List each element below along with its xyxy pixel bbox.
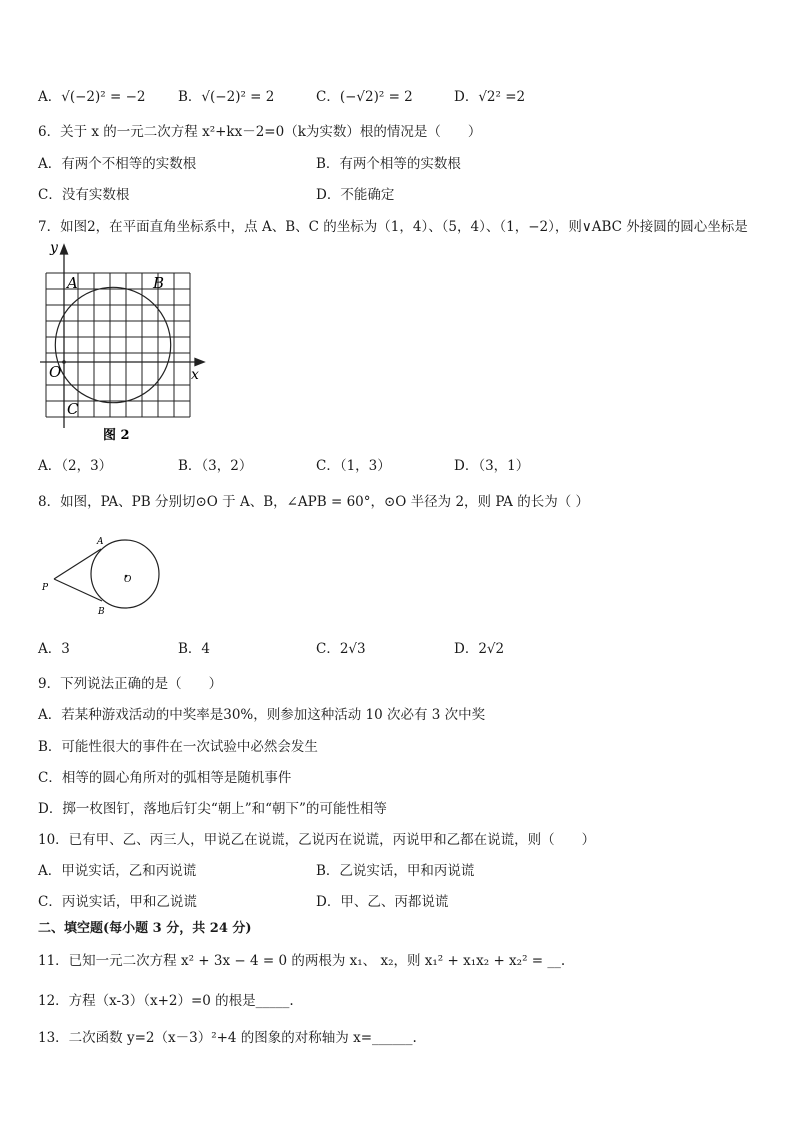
q10-option-c: C．丙说实话，甲和乙说谎 xyxy=(38,894,197,910)
q8-option-d: D．2√2 xyxy=(454,641,505,657)
q10-option-d: D．甲、乙、丙都说谎 xyxy=(316,894,449,910)
q5-option-d: D．√2² =2 xyxy=(454,89,526,105)
q10-option-b: B．乙说实话，甲和丙说谎 xyxy=(316,863,475,879)
q13: 13．二次函数 y=2（x－3）²+4 的图象的对称轴为 x=______. xyxy=(38,1030,417,1046)
q10-stem: 10．已有甲、乙、丙三人，甲说乙在说谎，乙说丙在说谎，丙说甲和乙都在说谎，则（ ） xyxy=(38,832,596,848)
q5-option-b: B．√(−2)² = 2 xyxy=(178,89,275,105)
q5-option-a: A．√(−2)² = −2 xyxy=(38,89,146,105)
point-b-label: B xyxy=(98,607,105,616)
y-axis-label: y xyxy=(50,242,58,256)
q7-option-a: A．（2，3） xyxy=(38,458,113,474)
q9-stem: 9．下列说法正确的是（ ） xyxy=(38,676,223,692)
q12: 12．方程（x-3）（x+2）=0 的根是_____. xyxy=(38,993,294,1009)
tangent-pa xyxy=(54,549,101,579)
q6-stem: 6．关于 x 的一元二次方程 x²+kx－2=0（k为实数）根的情况是（ ） xyxy=(38,124,482,140)
x-axis-arrow xyxy=(195,359,204,366)
q8-figure-tangents xyxy=(40,532,170,616)
q8-option-b: B．4 xyxy=(178,641,211,657)
point-a-label: A xyxy=(97,537,104,547)
q6-option-a: A．有两个不相等的实数根 xyxy=(38,156,197,172)
y-axis-arrow xyxy=(61,245,68,254)
q7-option-b: B．（3，2） xyxy=(178,458,253,474)
circle-o xyxy=(91,540,159,608)
q6-option-b: B．有两个相等的实数根 xyxy=(316,156,461,172)
q9-option-d: D．掷一枚图钉，落地后钉尖“朝上”和“朝下”的可能性相等 xyxy=(38,801,387,817)
figure-caption: 图 2 xyxy=(103,428,130,443)
q8-stem: 8．如图，PA、PB 分别切⊙O 于 A、B，∠APB = 60°，⊙O 半径为 2，则 PA 的长为（ ） xyxy=(38,494,590,510)
q7-option-d: D．（3，1） xyxy=(454,458,530,474)
origin-dot xyxy=(62,360,66,364)
section-heading-fill-in: 二、填空题(每小题 3 分，共 24 分) xyxy=(38,921,252,936)
q9-option-c: C．相等的圆心角所对的弧相等是随机事件 xyxy=(38,770,292,786)
q6-option-c: C．没有实数根 xyxy=(38,187,130,203)
q9-option-a: A．若某种游戏活动的中奖率是30%，则参加这种活动 10 次必有 3 次中奖 xyxy=(38,707,486,723)
q8-option-c: C．2√3 xyxy=(316,641,366,657)
point-p-label: P xyxy=(42,583,49,593)
q7-option-c: C．（1，3） xyxy=(316,458,391,474)
centre-o-label: O xyxy=(124,575,132,585)
q6-option-d: D．不能确定 xyxy=(316,187,395,203)
origin-label: O xyxy=(49,363,62,381)
q7-figure-coordinate-grid xyxy=(36,242,216,447)
point-c-label: C xyxy=(67,400,79,418)
x-axis-label: x xyxy=(191,367,199,383)
q11: 11．已知一元二次方程 x² + 3x − 4 = 0 的两根为 x₁、 x₂，则 x₁² + x₁x₂ + x₂² = __. xyxy=(38,953,566,969)
q9-option-b: B．可能性很大的事件在一次试验中必然会发生 xyxy=(38,739,318,755)
point-a-label: A xyxy=(67,274,78,292)
q10-option-a: A．甲说实话，乙和丙说谎 xyxy=(38,863,197,879)
q7-stem: 7．如图2，在平面直角坐标系中，点 A、B、C 的坐标为（1，4）、（5，4）、（1，−2），则∨ABC 外接圆的圆心坐标是 xyxy=(38,219,748,235)
point-b-label: B xyxy=(153,274,165,292)
q8-option-a: A．3 xyxy=(38,641,70,657)
q5-option-c: C．(−√2)² = 2 xyxy=(316,89,413,105)
